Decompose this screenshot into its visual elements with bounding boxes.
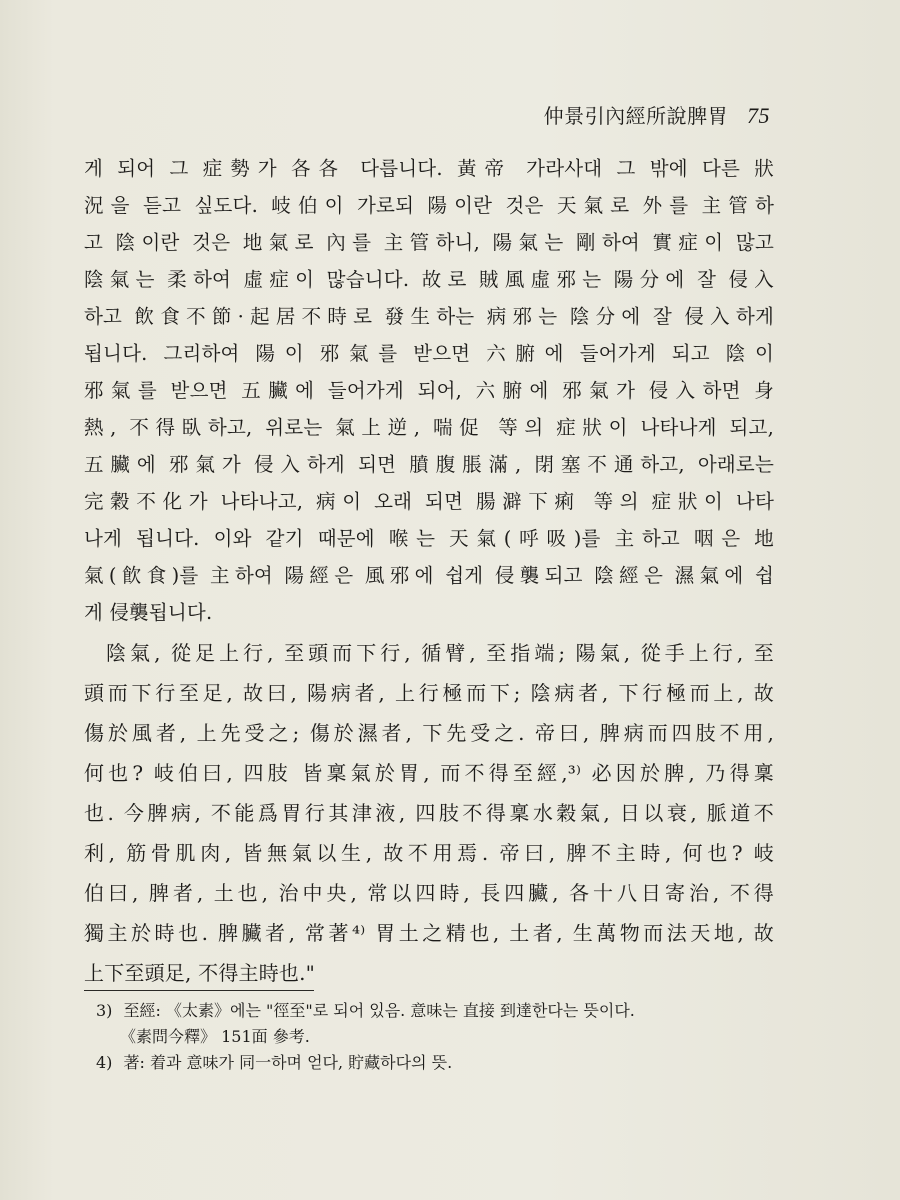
text-line: 됩니다. 그리하여 陽이 邪氣를 받으면 六腑에 들어가게 되고 陰이 bbox=[84, 342, 774, 365]
text-line: 邪氣를 받으면 五臟에 들어가게 되어, 六腑에 邪氣가 侵入하면 身 bbox=[84, 379, 774, 402]
text-line: 게 侵襲됩니다. bbox=[84, 601, 213, 624]
text-line: 也. 今脾病, 不能爲胃行其津液, 四肢不得稟水穀氣, 日以衰, 脈道不 bbox=[84, 801, 774, 825]
footnote-number: 3) bbox=[96, 1001, 113, 1020]
text-line: 完穀不化가 나타나고, 病이 오래 되면 腸澼下痢 等의 症狀이 나타 bbox=[84, 490, 774, 513]
text-line: 게 되어 그 症勢가 各各 다릅니다. 黃帝 가라사대 그 밖에 다른 狀 bbox=[84, 157, 774, 180]
text-line: 何也? 岐伯曰, 四肢 皆稟氣於胃, 而不得至經,³⁾ 必因於脾, 乃得稟 bbox=[84, 761, 774, 785]
footnote-3 bbox=[96, 998, 796, 1024]
text-line: 況을 듣고 싶도다. 岐伯이 가로되 陽이란 것은 天氣로 外를 主管하 bbox=[84, 194, 774, 217]
running-header bbox=[544, 100, 770, 129]
footnotes bbox=[96, 998, 796, 1076]
text-line: 獨主於時也. 脾臟者, 常著⁴⁾ 胃土之精也, 土者, 生萬物而法天地, 故 bbox=[84, 921, 774, 945]
text-line: 頭而下行至足, 故曰, 陽病者, 上行極而下; 陰病者, 下行極而上, 故 bbox=[84, 681, 774, 705]
footnote-4 bbox=[96, 1050, 796, 1076]
text-line: 上下至頭足, 不得主時也." bbox=[84, 961, 316, 985]
footnote-divider bbox=[84, 990, 314, 991]
text-line: 伯曰, 脾者, 土也, 治中央, 常以四時, 長四臟, 各十八日寄治, 不得 bbox=[84, 881, 774, 905]
korean-paragraph bbox=[84, 150, 774, 631]
running-title: 仲景引內經所說脾胃 bbox=[543, 104, 729, 128]
text-line: 나게 됩니다. 이와 같기 때문에 喉는 天氣(呼吸)를 主하고 咽은 地 bbox=[84, 527, 774, 550]
text-line: 氣(飮食)를 主하여 陽經은 風邪에 쉽게 侵襲되고 陰經은 濕氣에 쉽 bbox=[84, 564, 774, 587]
classical-chinese-paragraph bbox=[84, 633, 774, 993]
footnote-text: 著: 着과 意味가 同一하며 얻다, 貯藏하다의 뜻. bbox=[123, 1053, 453, 1072]
text-line: 傷於風者, 上先受之; 傷於濕者, 下先受之. 帝曰, 脾病而四肢不用, bbox=[84, 721, 774, 745]
text-line: 利, 筋骨肌肉, 皆無氣以生, 故不用焉. 帝曰, 脾不主時, 何也? 岐 bbox=[84, 841, 774, 865]
text-line: 고 陰이란 것은 地氣로 內를 主管하니, 陽氣는 剛하여 實症이 많고 bbox=[84, 231, 774, 254]
text-line: 陰氣는 柔하여 虛症이 많습니다. 故로 賊風虛邪는 陽分에 잘 侵入 bbox=[84, 268, 774, 291]
footnote-text: 《素問今釋》 151面 參考. bbox=[120, 1027, 310, 1046]
footnote-3-continuation bbox=[96, 1024, 796, 1050]
text-line: 陰氣, 從足上行, 至頭而下行, 循臂, 至指端; 陽氣, 從手上行, 至 bbox=[106, 641, 774, 665]
footnote-text: 至經: 《太素》에는 "徑至"로 되어 있음. 意味는 直接 到達한다는 뜻이다. bbox=[123, 1001, 635, 1020]
page-number: 75 bbox=[747, 103, 770, 128]
footnote-number: 4) bbox=[96, 1053, 113, 1072]
text-line: 五臟에 邪氣가 侵入하게 되면 膹腹脹滿, 閉塞不通하고, 아래로는 bbox=[84, 453, 774, 476]
text-line: 하고 飲食不節·起居不時로 發生하는 病邪는 陰分에 잘 侵入하게 bbox=[84, 305, 774, 328]
text-line: 熱, 不得臥하고, 위로는 氣上逆, 喘促 等의 症狀이 나타나게 되고, bbox=[84, 416, 774, 439]
